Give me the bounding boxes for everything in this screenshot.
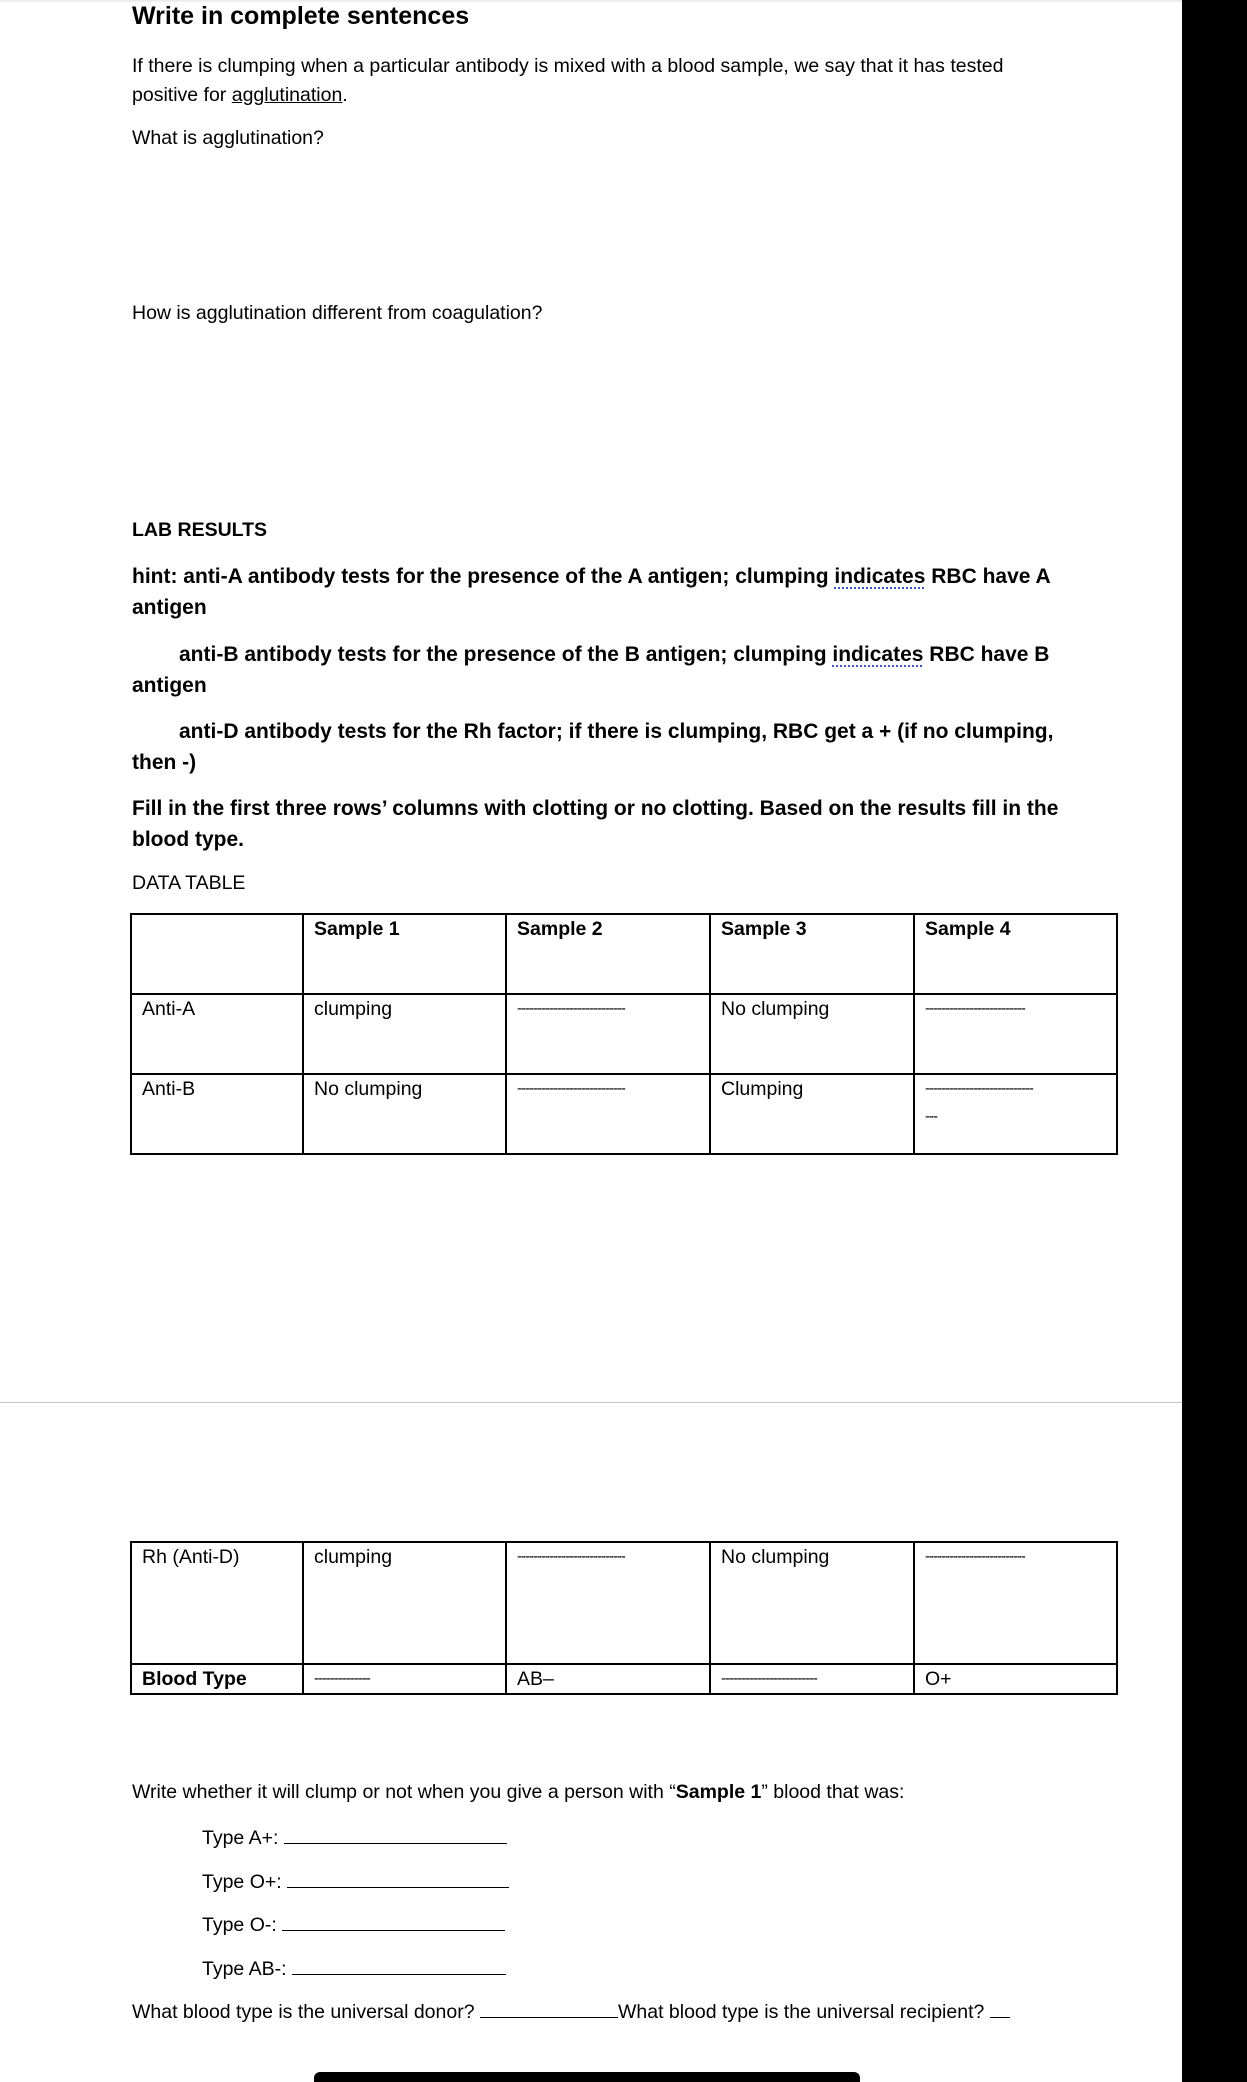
table-header-cell: Sample 3 [710, 914, 914, 994]
table-header-row [131, 914, 1117, 994]
table-cell[interactable]: No clumping [710, 1542, 914, 1664]
answer-blank[interactable] [292, 1954, 506, 1975]
data-table-bottom [130, 1541, 1118, 1695]
data-table-label: DATA TABLE [132, 872, 246, 894]
table-cell[interactable]: -------------- [303, 1664, 506, 1694]
table-row-rh [131, 1542, 1117, 1664]
hint-anti-a [132, 561, 1051, 592]
table-row-blood-type [131, 1664, 1117, 1694]
row-label: Anti-B [131, 1074, 303, 1154]
home-indicator[interactable] [314, 2072, 860, 2082]
row-label: Blood Type [131, 1664, 303, 1694]
hint-anti-d: anti-D antibody tests for the Rh factor; if there is clumping, RBC get a + (if no clumping, [179, 720, 1054, 743]
table-cell[interactable]: No clumping [710, 994, 914, 1074]
table-cell [914, 1074, 1117, 1154]
hint-b-text: anti-B antibody tests for the presence of the B antigen; clumping [179, 643, 833, 666]
universal-question [132, 1997, 1010, 2027]
dash-line: --------------------------- [925, 1080, 1033, 1097]
table-cell: --------------------------- [506, 994, 710, 1074]
hint-b-flagged-word[interactable]: indicates [832, 643, 924, 666]
table-cell[interactable]: clumping [303, 1542, 506, 1664]
hint-b-line-2: antigen [132, 674, 207, 697]
transfusion-prompt [132, 1778, 904, 1807]
row-label: Rh (Anti-D) [131, 1542, 303, 1664]
data-table-top [130, 913, 1118, 1155]
table-cell: --------------------------- [506, 1074, 710, 1154]
answer-blank[interactable] [282, 1910, 505, 1931]
hint-anti-b [179, 639, 1049, 670]
type-label: Type O-: [202, 1914, 277, 1936]
question-coagulation: How is agglutination different from coagulation? [132, 302, 543, 324]
table-cell[interactable]: O+ [914, 1664, 1117, 1694]
table-cell: ------------------------- [914, 994, 1117, 1074]
type-label: Type A+: [202, 1827, 279, 1849]
prompt-sample: Sample 1 [675, 1781, 762, 1803]
table-header-cell: Sample 2 [506, 914, 710, 994]
hint-a-text: hint: anti-A antibody tests for the presence of the A antigen; clumping [132, 565, 835, 588]
instructions-line-2: blood type. [132, 828, 244, 851]
table-cell[interactable]: clumping [303, 994, 506, 1074]
prompt-suffix: ” blood that was: [761, 1781, 905, 1803]
table-header-cell: Sample 1 [303, 914, 506, 994]
type-a-pos-item [202, 1823, 507, 1853]
table-cell: --------------------------- [506, 1542, 710, 1664]
type-o-neg-item [202, 1910, 505, 1940]
hint-a-suffix: RBC have A [925, 565, 1051, 588]
table-header-cell [131, 914, 303, 994]
table-header-cell: Sample 4 [914, 914, 1117, 994]
type-label: Type O+: [202, 1871, 282, 1893]
hint-a-flagged-word[interactable]: indicates [834, 565, 926, 588]
answer-blank[interactable] [284, 1823, 507, 1844]
recipient-question: What blood type is the universal recipient? [617, 2001, 985, 2023]
hint-b-suffix: RBC have B [923, 643, 1050, 666]
dash-line-wrap: --- [925, 1108, 937, 1125]
table-row-anti-a [131, 994, 1117, 1074]
row-label: Anti-A [131, 994, 303, 1074]
type-label: Type AB-: [202, 1958, 287, 1980]
agglutination-link[interactable]: agglutination [231, 84, 343, 106]
type-ab-neg-item [202, 1954, 506, 1984]
table-cell[interactable]: Clumping [710, 1074, 914, 1154]
prompt-prefix: Write whether it will clump or not when you give a person with “ [132, 1781, 676, 1803]
table-cell[interactable]: AB– [506, 1664, 710, 1694]
table-cell: ------------------------- [914, 1542, 1117, 1664]
type-o-pos-item [202, 1867, 509, 1897]
donor-question: What blood type is the universal donor? [132, 2001, 475, 2023]
intro-line-2 [132, 81, 348, 110]
page-separator [0, 1402, 1182, 1403]
answer-blank[interactable] [287, 1867, 509, 1888]
table-row-anti-b [131, 1074, 1117, 1154]
hint-d-line-2: then -) [132, 751, 197, 774]
lab-results-heading: LAB RESULTS [132, 519, 268, 541]
hint-a-line-2: antigen [132, 596, 207, 619]
intro-line-1: If there is clumping when a particular antibody is mixed with a blood sample, we say that it has tested [132, 55, 1004, 77]
donor-blank[interactable] [480, 1997, 618, 2018]
right-black-bar [1182, 0, 1247, 2082]
intro-suffix: . [342, 84, 348, 106]
page-heading: Write in complete sentences [132, 2, 470, 30]
instructions-line-1: Fill in the first three rows’ columns with clotting or no clotting. Based on the results fill in the [132, 797, 1059, 820]
table-cell[interactable]: No clumping [303, 1074, 506, 1154]
table-cell[interactable]: ------------------------ [710, 1664, 914, 1694]
question-agglutination: What is agglutination? [132, 127, 324, 149]
recipient-blank[interactable] [990, 1997, 1010, 2018]
intro-prefix: positive for [132, 84, 232, 106]
